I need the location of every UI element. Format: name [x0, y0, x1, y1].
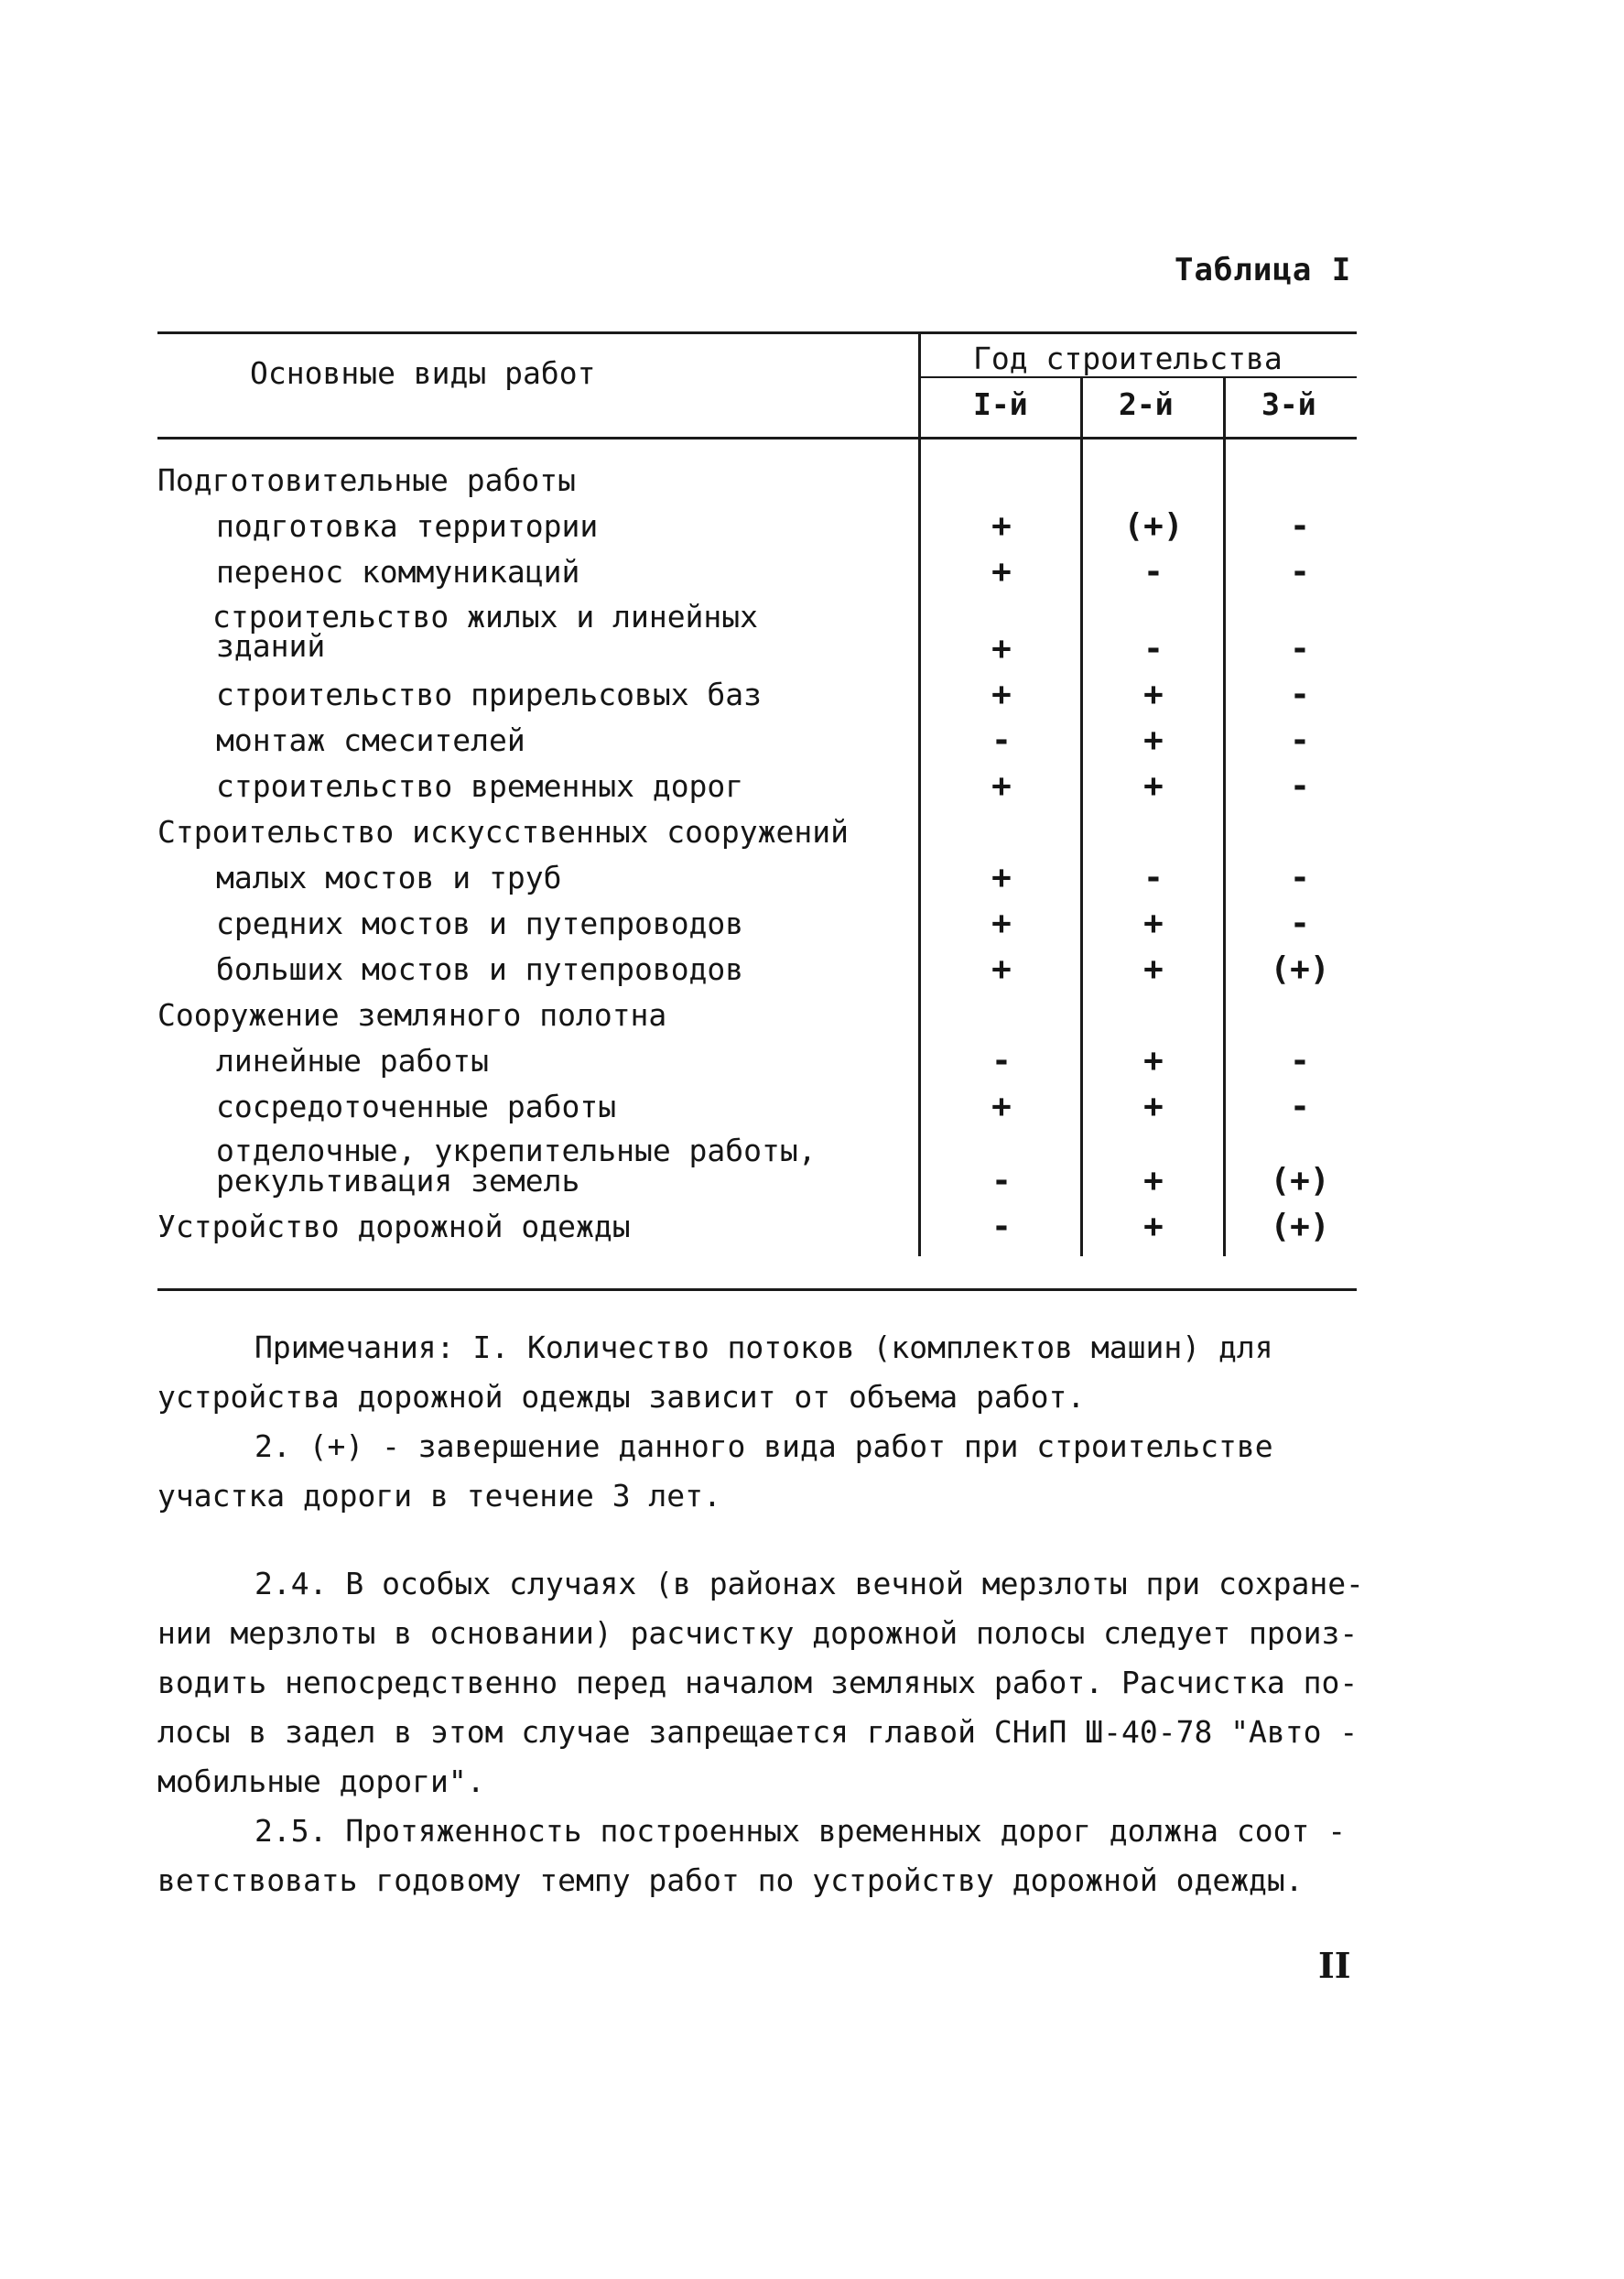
cell-year3: -	[1290, 630, 1310, 667]
cell-year1: +	[991, 553, 1012, 591]
cell-year2: -	[1143, 630, 1164, 667]
row-label: линейные работы	[216, 1043, 490, 1079]
page-number: II	[1318, 1945, 1351, 1986]
paragraph-line: лосы в задел в этом случае запрещается главой СНиП Ш-40-78 "Авто -	[157, 1714, 1359, 1750]
header-year-2: 2-й	[1119, 386, 1174, 422]
note-line: участка дороги в течение 3 лет.	[157, 1478, 721, 1514]
cell-year1: +	[991, 676, 1012, 713]
cell-year2: +	[1143, 676, 1164, 713]
header-year-3: 3-й	[1261, 386, 1316, 422]
cell-year1: -	[991, 1162, 1012, 1199]
cell-year1: -	[991, 1208, 1012, 1245]
row-label-continuation: зданий	[216, 628, 326, 664]
row-label: строительство жилых и линейных	[212, 599, 759, 635]
cell-year3: (+)	[1270, 950, 1330, 988]
cell-year3: -	[1290, 767, 1310, 805]
row-label: средних мостов и путепроводов	[216, 906, 744, 941]
cell-year3: -	[1290, 553, 1310, 591]
cell-year3: -	[1290, 507, 1310, 545]
header-bottom-rule	[157, 437, 1357, 440]
row-label: монтаж смесителей	[216, 722, 525, 758]
row-label: Сооружение земляного полотна	[157, 997, 667, 1033]
row-label: Подготовительные работы	[157, 462, 576, 498]
note-line: 2. (+) - завершение данного вида работ при строительстве	[254, 1428, 1273, 1464]
header-year: Год строительства	[973, 341, 1283, 376]
header-year-1: I-й	[973, 386, 1028, 422]
cell-year1: +	[991, 859, 1012, 896]
cell-year1: +	[991, 767, 1012, 805]
paragraph-line: ветствовать годовому темпу работ по устройству дорожной одежды.	[157, 1862, 1304, 1898]
row-label: Строительство искусственных сооружений	[157, 814, 849, 850]
table-caption: Таблица I	[1175, 252, 1352, 288]
header-works: Основные виды работ	[250, 355, 596, 391]
cell-year3: -	[1290, 859, 1310, 896]
cell-year1: -	[991, 722, 1012, 759]
cell-year2: +	[1143, 1088, 1164, 1125]
paragraph-line: водить непосредственно перед началом земляных работ. Расчистка по-	[157, 1665, 1359, 1700]
cell-year1: +	[991, 630, 1012, 667]
cell-year2: +	[1143, 905, 1164, 942]
cell-year2: (+)	[1123, 507, 1184, 545]
paragraph-line: мобильные дороги".	[157, 1764, 485, 1799]
row-label: строительство временных дорог	[216, 768, 744, 804]
cell-year1: +	[991, 1088, 1012, 1125]
row-label: малых мостов и труб	[216, 860, 562, 895]
row-label: Устройство дорожной одежды	[157, 1209, 631, 1244]
cell-year2: +	[1143, 1208, 1164, 1245]
cell-year2: +	[1143, 722, 1164, 759]
cell-year3: -	[1290, 1042, 1310, 1080]
cell-year2: -	[1143, 553, 1164, 591]
cell-year1: +	[991, 905, 1012, 942]
cell-year2: -	[1143, 859, 1164, 896]
row-label: подготовка территории	[216, 508, 599, 544]
cell-year3: (+)	[1270, 1162, 1330, 1199]
row-label-continuation: рекультивация земель	[216, 1163, 580, 1199]
paragraph-line: нии мерзлоты в основании) расчистку дорожной полосы следует произ-	[157, 1615, 1359, 1651]
row-label: сосредоточенные работы	[216, 1089, 617, 1124]
cell-year3: -	[1290, 905, 1310, 942]
cell-year3: (+)	[1270, 1208, 1330, 1245]
table-bottom-rule	[157, 1288, 1357, 1291]
row-label: строительство прирельсовых баз	[216, 677, 763, 712]
paragraph-line: 2.4. В особых случаях (в районах вечной мерзлоты при сохране-	[254, 1566, 1364, 1601]
column-divider-2	[1080, 376, 1083, 1256]
cell-year1: +	[991, 507, 1012, 545]
cell-year2: +	[1143, 1042, 1164, 1080]
row-label: перенос коммуникаций	[216, 554, 580, 590]
year-subheader-rule	[918, 376, 1357, 378]
column-divider-3	[1223, 376, 1226, 1256]
cell-year1: -	[991, 1042, 1012, 1080]
row-label: отделочные, укрепительные работы,	[216, 1133, 817, 1168]
cell-year3: -	[1290, 722, 1310, 759]
column-divider-1	[918, 331, 921, 1256]
paragraph-line: 2.5. Протяженность построенных временных дорог должна соот -	[254, 1813, 1347, 1849]
cell-year3: -	[1290, 1088, 1310, 1125]
cell-year2: +	[1143, 767, 1164, 805]
cell-year3: -	[1290, 676, 1310, 713]
table-top-rule	[157, 331, 1357, 334]
cell-year1: +	[991, 950, 1012, 988]
note-line: Примечания: I. Количество потоков (комплектов машин) для	[254, 1329, 1273, 1365]
cell-year2: +	[1143, 950, 1164, 988]
row-label: больших мостов и путепроводов	[216, 951, 744, 987]
note-line: устройства дорожной одежды зависит от объема работ.	[157, 1379, 1086, 1415]
cell-year2: +	[1143, 1162, 1164, 1199]
